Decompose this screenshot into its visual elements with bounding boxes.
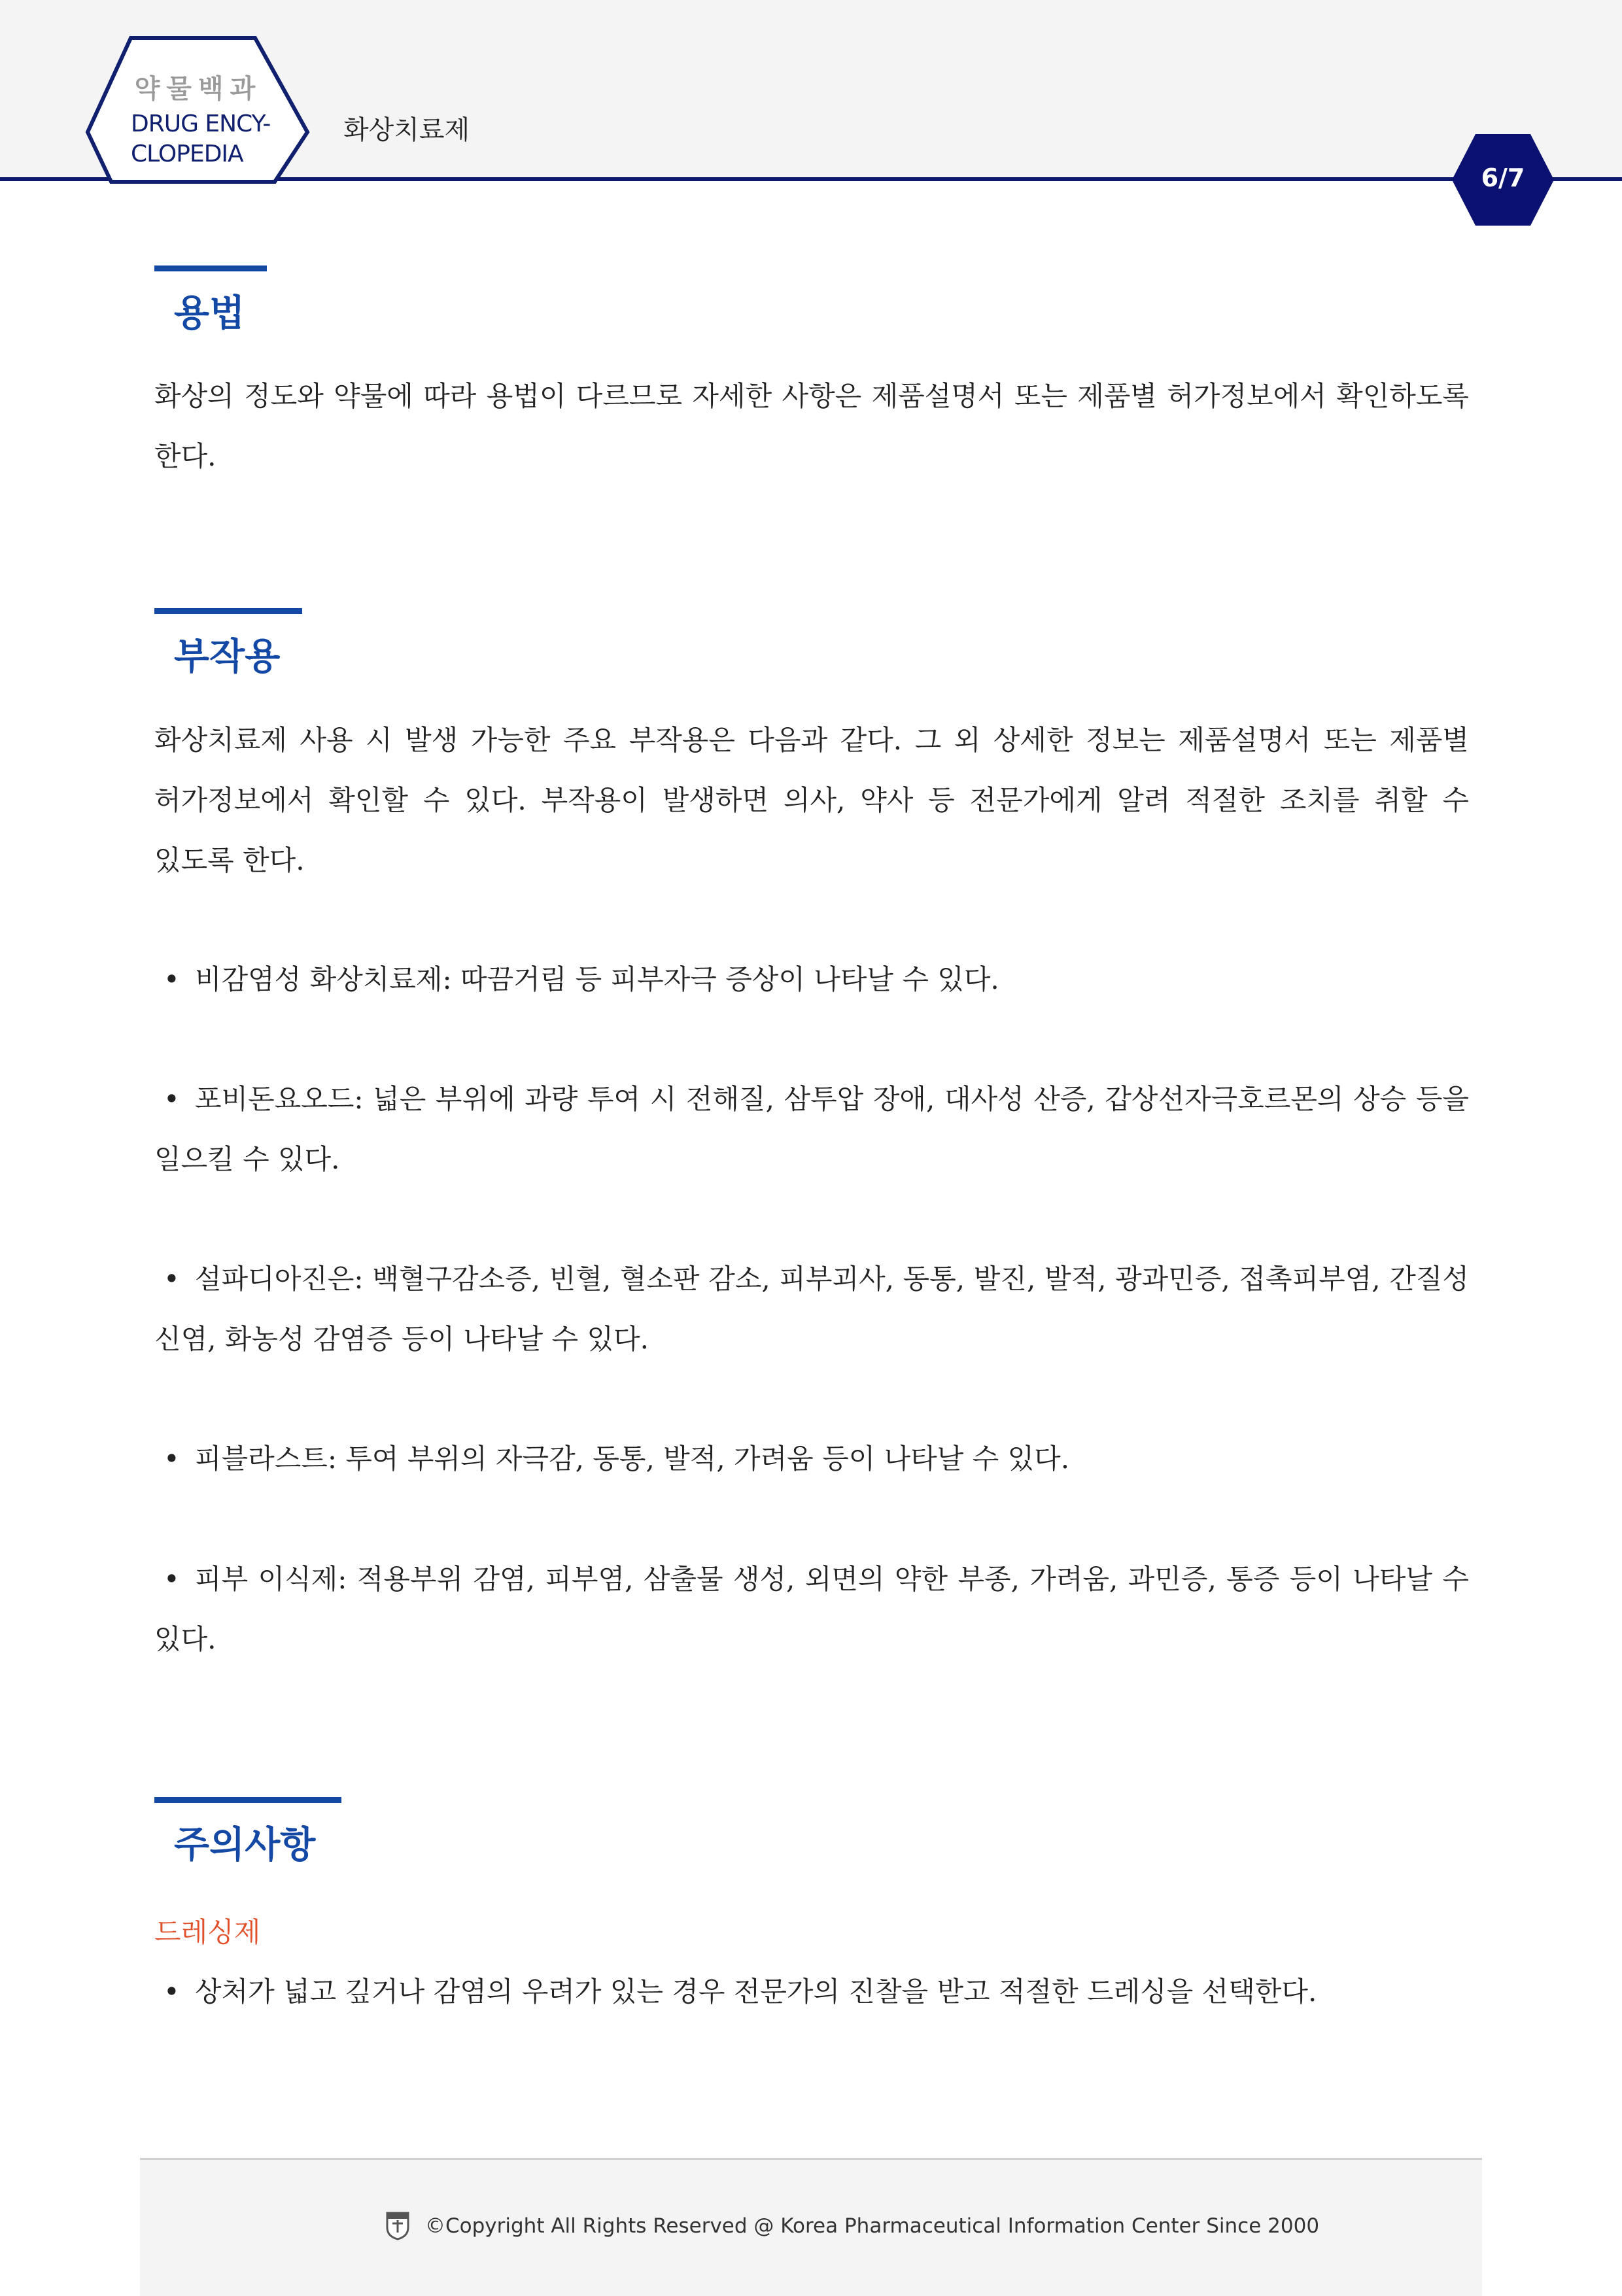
precaution-item xyxy=(154,1962,1469,2022)
side-effect-item xyxy=(154,1249,1469,1369)
bullet-dot: • xyxy=(164,1083,180,1115)
document-title: 화상치료제 xyxy=(343,115,470,145)
section-bar-side-effects xyxy=(154,608,302,614)
bullet-dot: • xyxy=(164,1443,180,1475)
side-effect-item xyxy=(154,1429,1469,1489)
bullet-dot: • xyxy=(164,1976,180,2008)
side-effect-item xyxy=(154,950,1469,1010)
bullet-dot: • xyxy=(164,963,180,995)
side-effect-item-text: 피블라스트: 투여 부위의 자극감, 동통, 발적, 가려움 등이 나타날 수 있다. xyxy=(195,1443,1070,1475)
section-bar-precautions xyxy=(154,1797,341,1803)
page-number: 6/7 xyxy=(1481,163,1525,192)
side-effects-intro: 화상치료제 사용 시 발생 가능한 주요 부작용은 다음과 같다. 그 외 상세한 정보는 제품설명서 또는 제품별 허가정보에서 확인할 수 있다. 부작용이 발생하면 의사, 약사 등 전문가에게 알려 적절한 조치를 취할 수 있도록 한다. xyxy=(154,724,1469,876)
side-effect-item-text: 비감염성 화상치료제: 따끔거림 등 피부자극 증상이 나타날 수 있다. xyxy=(195,963,999,995)
side-effect-item-text: 피부 이식제: 적용부위 감염, 피부염, 삼출물 생성, 외면의 약한 부종, 가려움, 과민증, 통증 등이 나타날 수 있다. xyxy=(154,1563,1469,1655)
usage-paragraph: 화상의 정도와 약물에 따라 용법이 다르므로 자세한 사항은 제품설명서 또는 제품별 허가정보에서 확인하도록 한다. xyxy=(154,380,1469,472)
bullet-dot: • xyxy=(164,1563,180,1595)
side-effect-item-text: 설파디아진은: 백혈구감소증, 빈혈, 혈소판 감소, 피부괴사, 동통, 발진, 발적, 광과민증, 접촉피부염, 간질성 신염, 화농성 감염증 등이 나타날 수 있다. xyxy=(154,1263,1469,1355)
bullet-dot: • xyxy=(164,1263,180,1295)
logo-english-text xyxy=(131,109,288,169)
shield-logo-icon xyxy=(385,2210,411,2240)
section-bar-usage xyxy=(154,266,267,271)
precaution-item-text: 상처가 넓고 깊거나 감염의 우려가 있는 경우 전문가의 진찰을 받고 적절한 드레싱을 선택한다. xyxy=(195,1976,1317,2008)
logo-english-line-1: DRUG ENCY- xyxy=(131,111,271,137)
logo-english-line-2: CLOPEDIA xyxy=(131,141,243,167)
logo-korean-text: 약물백과 xyxy=(134,74,262,104)
sub-heading-dressing: 드레싱제 xyxy=(154,1916,261,1948)
side-effect-item xyxy=(154,1549,1469,1670)
logo xyxy=(84,34,313,184)
side-effect-item-text: 포비돈요오드: 넓은 부위에 과량 투여 시 전해질, 삼투압 장애, 대사성 산증, 갑상선자극호르몬의 상승 등을 일으킬 수 있다. xyxy=(154,1083,1469,1175)
footer-copyright: ©Copyright All Rights Reserved @ Korea Pharmaceutical Information Center Since 2000 xyxy=(425,2214,1320,2238)
section-title-side-effects: 부작용 xyxy=(174,636,281,678)
section-title-precautions: 주의사항 xyxy=(174,1824,316,1866)
section-title-usage: 용법 xyxy=(174,292,245,335)
side-effect-item xyxy=(154,1069,1469,1190)
